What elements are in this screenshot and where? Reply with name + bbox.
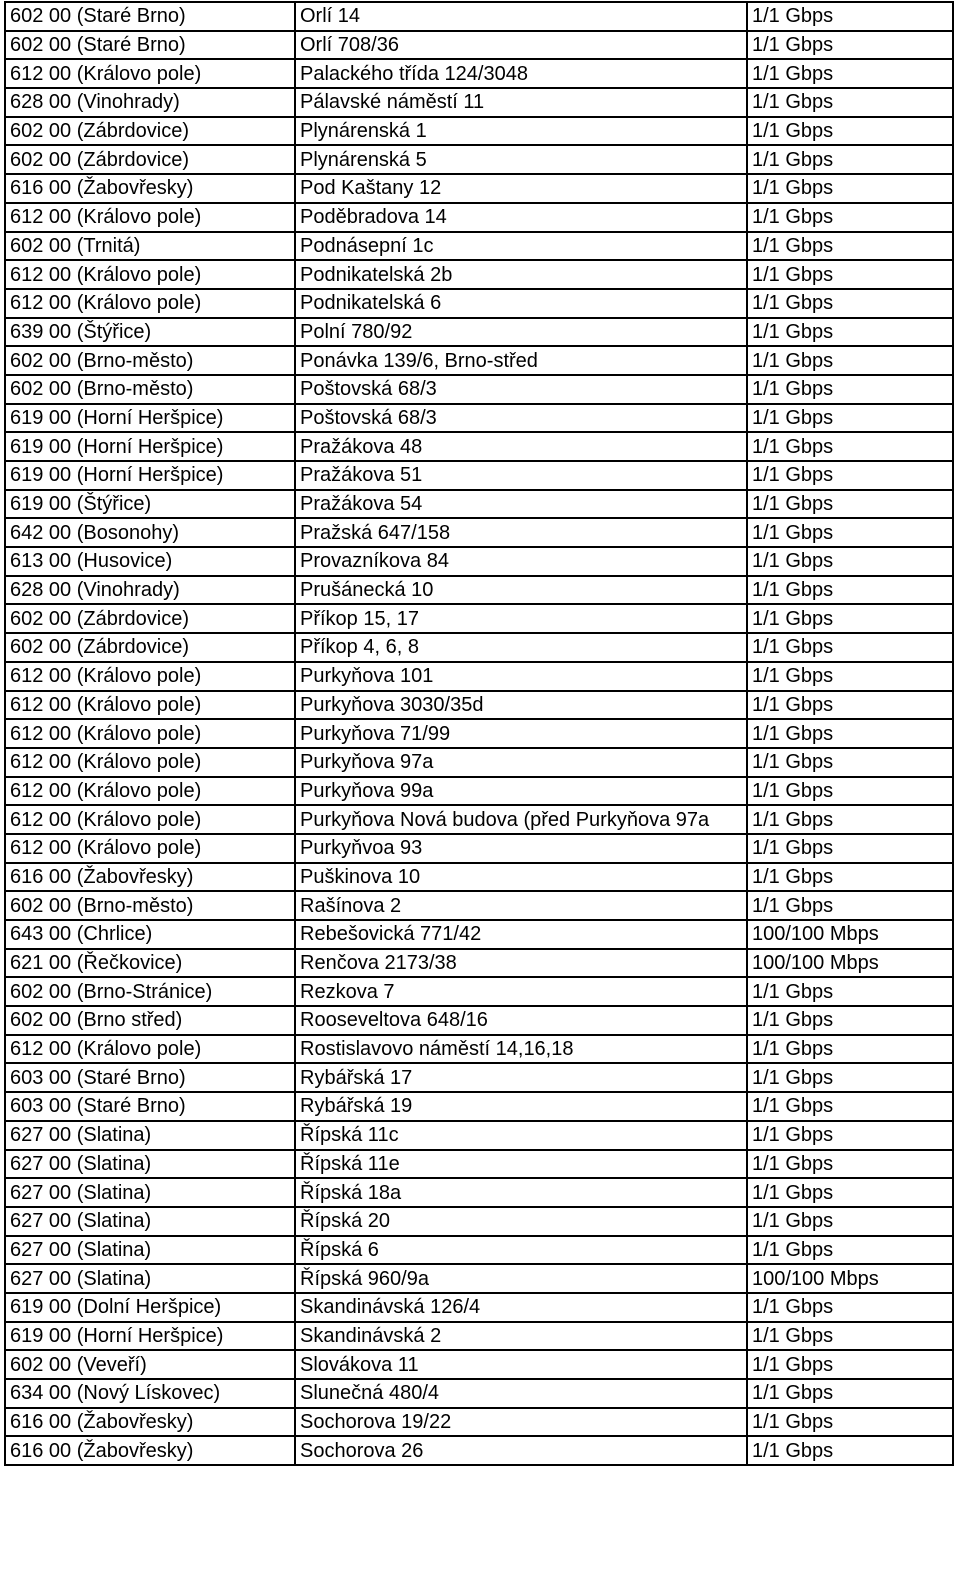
connection-speed-cell: 1/1 Gbps	[747, 834, 953, 863]
street-address-cell: Poděbradova 14	[295, 203, 747, 232]
street-address-cell: Pod Kaštany 12	[295, 174, 747, 203]
table-row	[5, 31, 953, 60]
postal-district-cell: 627 00 (Slatina)	[5, 1121, 295, 1150]
connection-speed-cell: 1/1 Gbps	[747, 232, 953, 261]
table-row	[5, 604, 953, 633]
table-row	[5, 117, 953, 146]
street-address-cell: Ponávka 139/6, Brno-střed	[295, 346, 747, 375]
street-address-cell: Rooseveltova 648/16	[295, 1006, 747, 1035]
table-row	[5, 633, 953, 662]
table-row	[5, 1379, 953, 1408]
street-address-cell: Rebešovická 771/42	[295, 920, 747, 949]
connection-speed-cell: 1/1 Gbps	[747, 432, 953, 461]
table-row	[5, 203, 953, 232]
connection-speed-cell: 1/1 Gbps	[747, 1379, 953, 1408]
postal-district-cell: 627 00 (Slatina)	[5, 1264, 295, 1293]
connection-speed-cell: 1/1 Gbps	[747, 1178, 953, 1207]
connection-speed-cell: 1/1 Gbps	[747, 318, 953, 347]
street-address-cell: Pražákova 51	[295, 461, 747, 490]
street-address-cell: Prušánecká 10	[295, 576, 747, 605]
postal-district-cell: 602 00 (Veveří)	[5, 1350, 295, 1379]
table-row	[5, 404, 953, 433]
postal-district-cell: 627 00 (Slatina)	[5, 1150, 295, 1179]
postal-district-cell: 619 00 (Horní Heršpice)	[5, 432, 295, 461]
address-speed-table	[4, 1, 954, 1466]
table-row	[5, 232, 953, 261]
postal-district-cell: 602 00 (Staré Brno)	[5, 31, 295, 60]
connection-speed-cell: 1/1 Gbps	[747, 805, 953, 834]
street-address-cell: Rašínova 2	[295, 891, 747, 920]
table-row	[5, 1035, 953, 1064]
street-address-cell: Pálavské náměstí 11	[295, 88, 747, 117]
street-address-cell: Plynárenská 5	[295, 145, 747, 174]
table-row	[5, 920, 953, 949]
street-address-cell: Poštovská 68/3	[295, 404, 747, 433]
street-address-cell: Poštovská 68/3	[295, 375, 747, 404]
connection-speed-cell: 1/1 Gbps	[747, 490, 953, 519]
table-row	[5, 691, 953, 720]
connection-speed-cell: 1/1 Gbps	[747, 346, 953, 375]
postal-district-cell: 603 00 (Staré Brno)	[5, 1092, 295, 1121]
table-row	[5, 490, 953, 519]
street-address-cell: Plynárenská 1	[295, 117, 747, 146]
table-row	[5, 1178, 953, 1207]
table-row	[5, 2, 953, 31]
table-row	[5, 1006, 953, 1035]
connection-speed-cell: 1/1 Gbps	[747, 2, 953, 31]
street-address-cell: Sochorova 19/22	[295, 1408, 747, 1437]
connection-speed-cell: 1/1 Gbps	[747, 1121, 953, 1150]
postal-district-cell: 619 00 (Horní Heršpice)	[5, 1322, 295, 1351]
table-row	[5, 1436, 953, 1465]
street-address-cell: Řípská 960/9a	[295, 1264, 747, 1293]
table-row	[5, 1350, 953, 1379]
table-row	[5, 260, 953, 289]
connection-speed-cell: 1/1 Gbps	[747, 88, 953, 117]
postal-district-cell: 619 00 (Horní Heršpice)	[5, 461, 295, 490]
connection-speed-cell: 1/1 Gbps	[747, 145, 953, 174]
street-address-cell: Purkyňova Nová budova (před Purkyňova 97a	[295, 805, 747, 834]
table-row	[5, 977, 953, 1006]
connection-speed-cell: 1/1 Gbps	[747, 375, 953, 404]
table-row	[5, 59, 953, 88]
table-body	[5, 2, 953, 1465]
table-row	[5, 1092, 953, 1121]
table-row	[5, 88, 953, 117]
table-row	[5, 1322, 953, 1351]
connection-speed-cell: 1/1 Gbps	[747, 891, 953, 920]
street-address-cell: Purkyňova 3030/35d	[295, 691, 747, 720]
postal-district-cell: 602 00 (Zábrdovice)	[5, 633, 295, 662]
connection-speed-cell: 1/1 Gbps	[747, 748, 953, 777]
postal-district-cell: 612 00 (Královo pole)	[5, 59, 295, 88]
connection-speed-cell: 1/1 Gbps	[747, 518, 953, 547]
street-address-cell: Řípská 18a	[295, 1178, 747, 1207]
postal-district-cell: 612 00 (Královo pole)	[5, 805, 295, 834]
street-address-cell: Podnikatelská 6	[295, 289, 747, 318]
connection-speed-cell: 1/1 Gbps	[747, 691, 953, 720]
table-row	[5, 777, 953, 806]
connection-speed-cell: 1/1 Gbps	[747, 59, 953, 88]
postal-district-cell: 627 00 (Slatina)	[5, 1207, 295, 1236]
postal-district-cell: 616 00 (Žabovřesky)	[5, 863, 295, 892]
postal-district-cell: 612 00 (Královo pole)	[5, 1035, 295, 1064]
postal-district-cell: 602 00 (Brno-město)	[5, 891, 295, 920]
connection-speed-cell: 1/1 Gbps	[747, 1236, 953, 1265]
table-row	[5, 1207, 953, 1236]
postal-district-cell: 612 00 (Královo pole)	[5, 748, 295, 777]
connection-speed-cell: 1/1 Gbps	[747, 977, 953, 1006]
street-address-cell: Pražská 647/158	[295, 518, 747, 547]
table-row	[5, 834, 953, 863]
table-row	[5, 346, 953, 375]
postal-district-cell: 616 00 (Žabovřesky)	[5, 1436, 295, 1465]
street-address-cell: Purkyňvoa 93	[295, 834, 747, 863]
postal-district-cell: 619 00 (Horní Heršpice)	[5, 404, 295, 433]
connection-speed-cell: 1/1 Gbps	[747, 547, 953, 576]
table-row	[5, 518, 953, 547]
street-address-cell: Podnásepní 1c	[295, 232, 747, 261]
street-address-cell: Rezkova 7	[295, 977, 747, 1006]
postal-district-cell: 612 00 (Královo pole)	[5, 777, 295, 806]
postal-district-cell: 602 00 (Zábrdovice)	[5, 117, 295, 146]
street-address-cell: Příkop 15, 17	[295, 604, 747, 633]
table-row	[5, 174, 953, 203]
postal-district-cell: 628 00 (Vinohrady)	[5, 576, 295, 605]
table-row	[5, 375, 953, 404]
postal-district-cell: 627 00 (Slatina)	[5, 1178, 295, 1207]
street-address-cell: Renčova 2173/38	[295, 949, 747, 978]
postal-district-cell: 639 00 (Štýřice)	[5, 318, 295, 347]
postal-district-cell: 612 00 (Královo pole)	[5, 719, 295, 748]
street-address-cell: Rostislavovo náměstí 14,16,18	[295, 1035, 747, 1064]
postal-district-cell: 612 00 (Královo pole)	[5, 662, 295, 691]
postal-district-cell: 619 00 (Dolní Heršpice)	[5, 1293, 295, 1322]
connection-speed-cell: 1/1 Gbps	[747, 289, 953, 318]
street-address-cell: Sochorova 26	[295, 1436, 747, 1465]
street-address-cell: Slovákova 11	[295, 1350, 747, 1379]
postal-district-cell: 634 00 (Nový Lískovec)	[5, 1379, 295, 1408]
postal-district-cell: 602 00 (Brno střed)	[5, 1006, 295, 1035]
street-address-cell: Rybářská 19	[295, 1092, 747, 1121]
postal-district-cell: 612 00 (Královo pole)	[5, 260, 295, 289]
street-address-cell: Řípská 6	[295, 1236, 747, 1265]
connection-speed-cell: 1/1 Gbps	[747, 863, 953, 892]
street-address-cell: Palackého třída 124/3048	[295, 59, 747, 88]
table-row	[5, 805, 953, 834]
table-row	[5, 719, 953, 748]
table-row	[5, 576, 953, 605]
street-address-cell: Příkop 4, 6, 8	[295, 633, 747, 662]
connection-speed-cell: 1/1 Gbps	[747, 1035, 953, 1064]
connection-speed-cell: 100/100 Mbps	[747, 1264, 953, 1293]
connection-speed-cell: 1/1 Gbps	[747, 260, 953, 289]
postal-district-cell: 613 00 (Husovice)	[5, 547, 295, 576]
postal-district-cell: 616 00 (Žabovřesky)	[5, 174, 295, 203]
street-address-cell: Skandinávská 2	[295, 1322, 747, 1351]
connection-speed-cell: 1/1 Gbps	[747, 576, 953, 605]
table-row	[5, 1264, 953, 1293]
postal-district-cell: 619 00 (Štýřice)	[5, 490, 295, 519]
street-address-cell: Pražákova 54	[295, 490, 747, 519]
connection-speed-cell: 1/1 Gbps	[747, 31, 953, 60]
connection-speed-cell: 1/1 Gbps	[747, 117, 953, 146]
street-address-cell: Provazníkova 84	[295, 547, 747, 576]
postal-district-cell: 616 00 (Žabovřesky)	[5, 1408, 295, 1437]
connection-speed-cell: 1/1 Gbps	[747, 1408, 953, 1437]
street-address-cell: Řípská 11e	[295, 1150, 747, 1179]
table-row	[5, 748, 953, 777]
table-row	[5, 949, 953, 978]
table-row	[5, 145, 953, 174]
connection-speed-cell: 1/1 Gbps	[747, 1207, 953, 1236]
connection-speed-cell: 1/1 Gbps	[747, 777, 953, 806]
street-address-cell: Slunečná 480/4	[295, 1379, 747, 1408]
postal-district-cell: 602 00 (Brno-město)	[5, 375, 295, 404]
street-address-cell: Polní 780/92	[295, 318, 747, 347]
table-row	[5, 1236, 953, 1265]
connection-speed-cell: 1/1 Gbps	[747, 1063, 953, 1092]
postal-district-cell: 627 00 (Slatina)	[5, 1236, 295, 1265]
connection-speed-cell: 1/1 Gbps	[747, 1006, 953, 1035]
connection-speed-cell: 100/100 Mbps	[747, 949, 953, 978]
postal-district-cell: 602 00 (Zábrdovice)	[5, 145, 295, 174]
connection-speed-cell: 1/1 Gbps	[747, 662, 953, 691]
connection-speed-cell: 1/1 Gbps	[747, 404, 953, 433]
connection-speed-cell: 1/1 Gbps	[747, 1150, 953, 1179]
street-address-cell: Purkyňova 71/99	[295, 719, 747, 748]
connection-speed-cell: 1/1 Gbps	[747, 1350, 953, 1379]
postal-district-cell: 612 00 (Královo pole)	[5, 834, 295, 863]
table-row	[5, 1121, 953, 1150]
street-address-cell: Řípská 20	[295, 1207, 747, 1236]
postal-district-cell: 602 00 (Brno-Stránice)	[5, 977, 295, 1006]
postal-district-cell: 628 00 (Vinohrady)	[5, 88, 295, 117]
postal-district-cell: 602 00 (Staré Brno)	[5, 2, 295, 31]
street-address-cell: Orlí 708/36	[295, 31, 747, 60]
street-address-cell: Podnikatelská 2b	[295, 260, 747, 289]
postal-district-cell: 603 00 (Staré Brno)	[5, 1063, 295, 1092]
street-address-cell: Skandinávská 126/4	[295, 1293, 747, 1322]
table-row	[5, 318, 953, 347]
postal-district-cell: 612 00 (Královo pole)	[5, 203, 295, 232]
table-row	[5, 547, 953, 576]
table-row	[5, 1150, 953, 1179]
connection-speed-cell: 1/1 Gbps	[747, 1092, 953, 1121]
connection-speed-cell: 1/1 Gbps	[747, 1322, 953, 1351]
street-address-cell: Purkyňova 97a	[295, 748, 747, 777]
connection-speed-cell: 1/1 Gbps	[747, 174, 953, 203]
postal-district-cell: 602 00 (Trnitá)	[5, 232, 295, 261]
street-address-cell: Purkyňova 99a	[295, 777, 747, 806]
postal-district-cell: 642 00 (Bosonohy)	[5, 518, 295, 547]
street-address-cell: Rybářská 17	[295, 1063, 747, 1092]
postal-district-cell: 643 00 (Chrlice)	[5, 920, 295, 949]
postal-district-cell: 602 00 (Zábrdovice)	[5, 604, 295, 633]
connection-speed-cell: 1/1 Gbps	[747, 1293, 953, 1322]
street-address-cell: Puškinova 10	[295, 863, 747, 892]
table-row	[5, 863, 953, 892]
table-row	[5, 1063, 953, 1092]
street-address-cell: Řípská 11c	[295, 1121, 747, 1150]
table-row	[5, 1408, 953, 1437]
table-row	[5, 461, 953, 490]
connection-speed-cell: 1/1 Gbps	[747, 719, 953, 748]
postal-district-cell: 612 00 (Královo pole)	[5, 289, 295, 318]
table-row	[5, 1293, 953, 1322]
postal-district-cell: 602 00 (Brno-město)	[5, 346, 295, 375]
connection-speed-cell: 1/1 Gbps	[747, 203, 953, 232]
street-address-cell: Purkyňova 101	[295, 662, 747, 691]
postal-district-cell: 612 00 (Královo pole)	[5, 691, 295, 720]
street-address-cell: Orlí 14	[295, 2, 747, 31]
table-row	[5, 289, 953, 318]
table-row	[5, 662, 953, 691]
connection-speed-cell: 1/1 Gbps	[747, 633, 953, 662]
table-row	[5, 891, 953, 920]
postal-district-cell: 621 00 (Řečkovice)	[5, 949, 295, 978]
connection-speed-cell: 1/1 Gbps	[747, 1436, 953, 1465]
table-row	[5, 432, 953, 461]
street-address-cell: Pražákova 48	[295, 432, 747, 461]
connection-speed-cell: 100/100 Mbps	[747, 920, 953, 949]
connection-speed-cell: 1/1 Gbps	[747, 604, 953, 633]
connection-speed-cell: 1/1 Gbps	[747, 461, 953, 490]
